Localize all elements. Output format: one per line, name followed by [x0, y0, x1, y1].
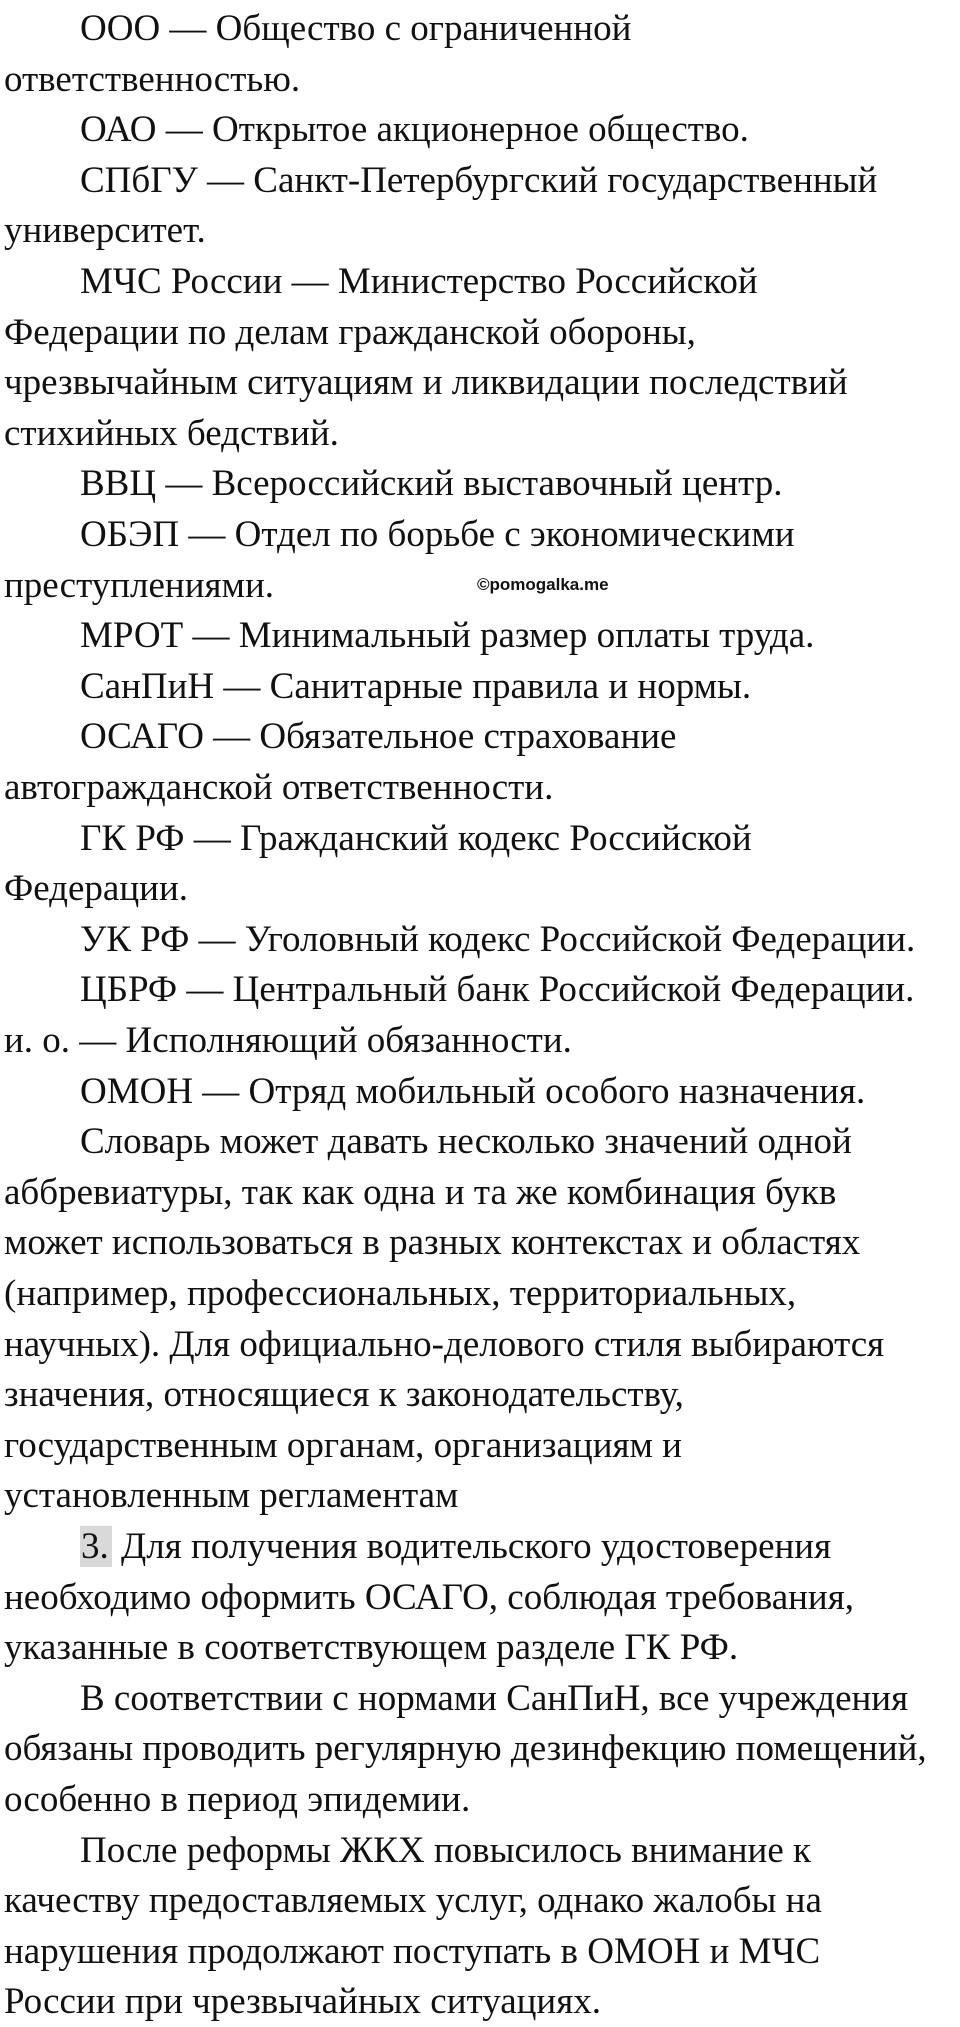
line-text: ЦБРФ — Центральный банк Российской Федерации.: [80, 969, 915, 1011]
line-text: нарушения продолжают поступать в ОМОН и МЧС: [4, 1930, 821, 1972]
text-line: [4, 1623, 738, 1673]
text-line: [80, 915, 915, 965]
line-text: Для получения водительского удостоверения: [111, 1526, 832, 1567]
line-text: ГК РФ — Гражданский кодекс Российской: [80, 817, 752, 859]
text-line: [80, 1117, 852, 1167]
text-line: [80, 459, 782, 509]
text-line: [4, 206, 206, 256]
line-text: и. о. — Исполняющий обязанности.: [4, 1020, 572, 1061]
text-line: [80, 1067, 865, 1117]
text-line: [80, 105, 749, 155]
text-line: [80, 712, 676, 762]
text-line: [4, 308, 696, 358]
line-text: УК РФ — Уголовный кодекс Российской Федерации.: [80, 918, 916, 960]
text-line: [80, 1826, 811, 1876]
line-text: ООО — Общество с ограниченной: [80, 8, 632, 49]
line-text: необходимо оформить ОСАГО, соблюдая требования,: [4, 1576, 855, 1618]
text-line: [4, 763, 553, 813]
line-text: ОМОН — Отряд мобильный особого назначения.: [80, 1070, 866, 1112]
line-text: После реформы ЖКХ повысилось внимание к: [80, 1829, 812, 1871]
line-text: особенно в период эпидемии.: [4, 1779, 471, 1820]
line-text: ОСАГО — Обязательное страхование: [80, 716, 677, 758]
line-text: ответственностью.: [4, 58, 301, 100]
line-text: МРОТ — Минимальный размер оплаты труда.: [80, 615, 815, 657]
line-text: преступлениями.: [4, 564, 275, 606]
text-line: [80, 965, 914, 1015]
text-line: [4, 358, 848, 408]
text-line: [4, 561, 274, 611]
text-line: [4, 1724, 927, 1774]
line-text: ВВЦ — Всероссийский выставочный центр.: [80, 463, 783, 505]
text-line: [4, 1269, 796, 1319]
text-line: [80, 611, 814, 661]
line-text: В соответствии с нормами СанПиН, все учреждения: [80, 1677, 909, 1719]
text-line: [4, 1421, 682, 1471]
text-line: [80, 662, 751, 712]
text-line: [4, 1218, 860, 1268]
text-line: [80, 1674, 908, 1724]
line-text: значения, относящиеся к законодательству,: [4, 1374, 684, 1416]
line-text: ОБЭП — Отдел по борьбе с экономическими: [80, 514, 795, 555]
line-text: чрезвычайным ситуациям и ликвидации последствий: [4, 362, 848, 404]
line-text: (например, профессиональных, территориальных,: [4, 1273, 797, 1314]
text-line: [4, 1775, 470, 1825]
line-text: качеству предоставляемых услуг, однако жалобы на: [4, 1880, 822, 1922]
text-line: [4, 1876, 822, 1926]
text-line: [4, 1977, 601, 2027]
line-text: СПбГУ — Санкт-Петербургский государственный: [80, 159, 878, 201]
item-number: 3.: [80, 1526, 112, 1567]
text-line: [4, 1471, 458, 1521]
line-text: научных). Для официально-делового стиля выбираются: [4, 1323, 885, 1365]
text-line: [80, 814, 752, 864]
text-line: [4, 1320, 884, 1370]
text-line: [4, 1927, 820, 1977]
text-line: [4, 1573, 854, 1623]
text-line: [4, 1016, 572, 1066]
text-line: [80, 1522, 831, 1572]
line-text: автогражданской ответственности.: [4, 767, 554, 808]
line-text: Федерации по делам гражданской обороны,: [4, 311, 696, 353]
line-text: Словарь может давать несколько значений одной: [80, 1121, 852, 1163]
text-line: [80, 156, 877, 206]
line-text: аббревиатуры, так как одна и та же комбинация букв: [4, 1171, 837, 1213]
text-line: [80, 510, 795, 560]
line-text: Федерации.: [4, 868, 188, 910]
line-text: государственным органам, организациям и: [4, 1424, 682, 1466]
line-text: СанПиН — Санитарные правила и нормы.: [80, 665, 752, 707]
line-text: стихийных бедствий.: [4, 412, 339, 454]
line-text: России при чрезвычайных ситуациях.: [4, 1981, 602, 2023]
line-text: ОАО — Открытое акционерное общество.: [80, 109, 749, 151]
text-line: [4, 409, 339, 459]
text-line: [4, 1370, 684, 1420]
line-text: университет.: [4, 210, 206, 252]
text-line: [4, 864, 188, 914]
line-text: МЧС России — Министерство Российской: [80, 261, 758, 302]
line-text: указанные в соответствующем разделе ГК РФ.: [4, 1627, 739, 1669]
text-line: [80, 4, 631, 54]
text-line: [4, 55, 300, 105]
text-line: [80, 257, 758, 307]
watermark: ©pomogalka.me: [477, 575, 609, 594]
text-line: [4, 1168, 836, 1218]
line-text: установленным регламентам: [4, 1475, 459, 1517]
line-text: обязаны проводить регулярную дезинфекцию помещений,: [4, 1728, 927, 1770]
line-text: может использоваться в разных контекстах и областях: [4, 1222, 861, 1264]
